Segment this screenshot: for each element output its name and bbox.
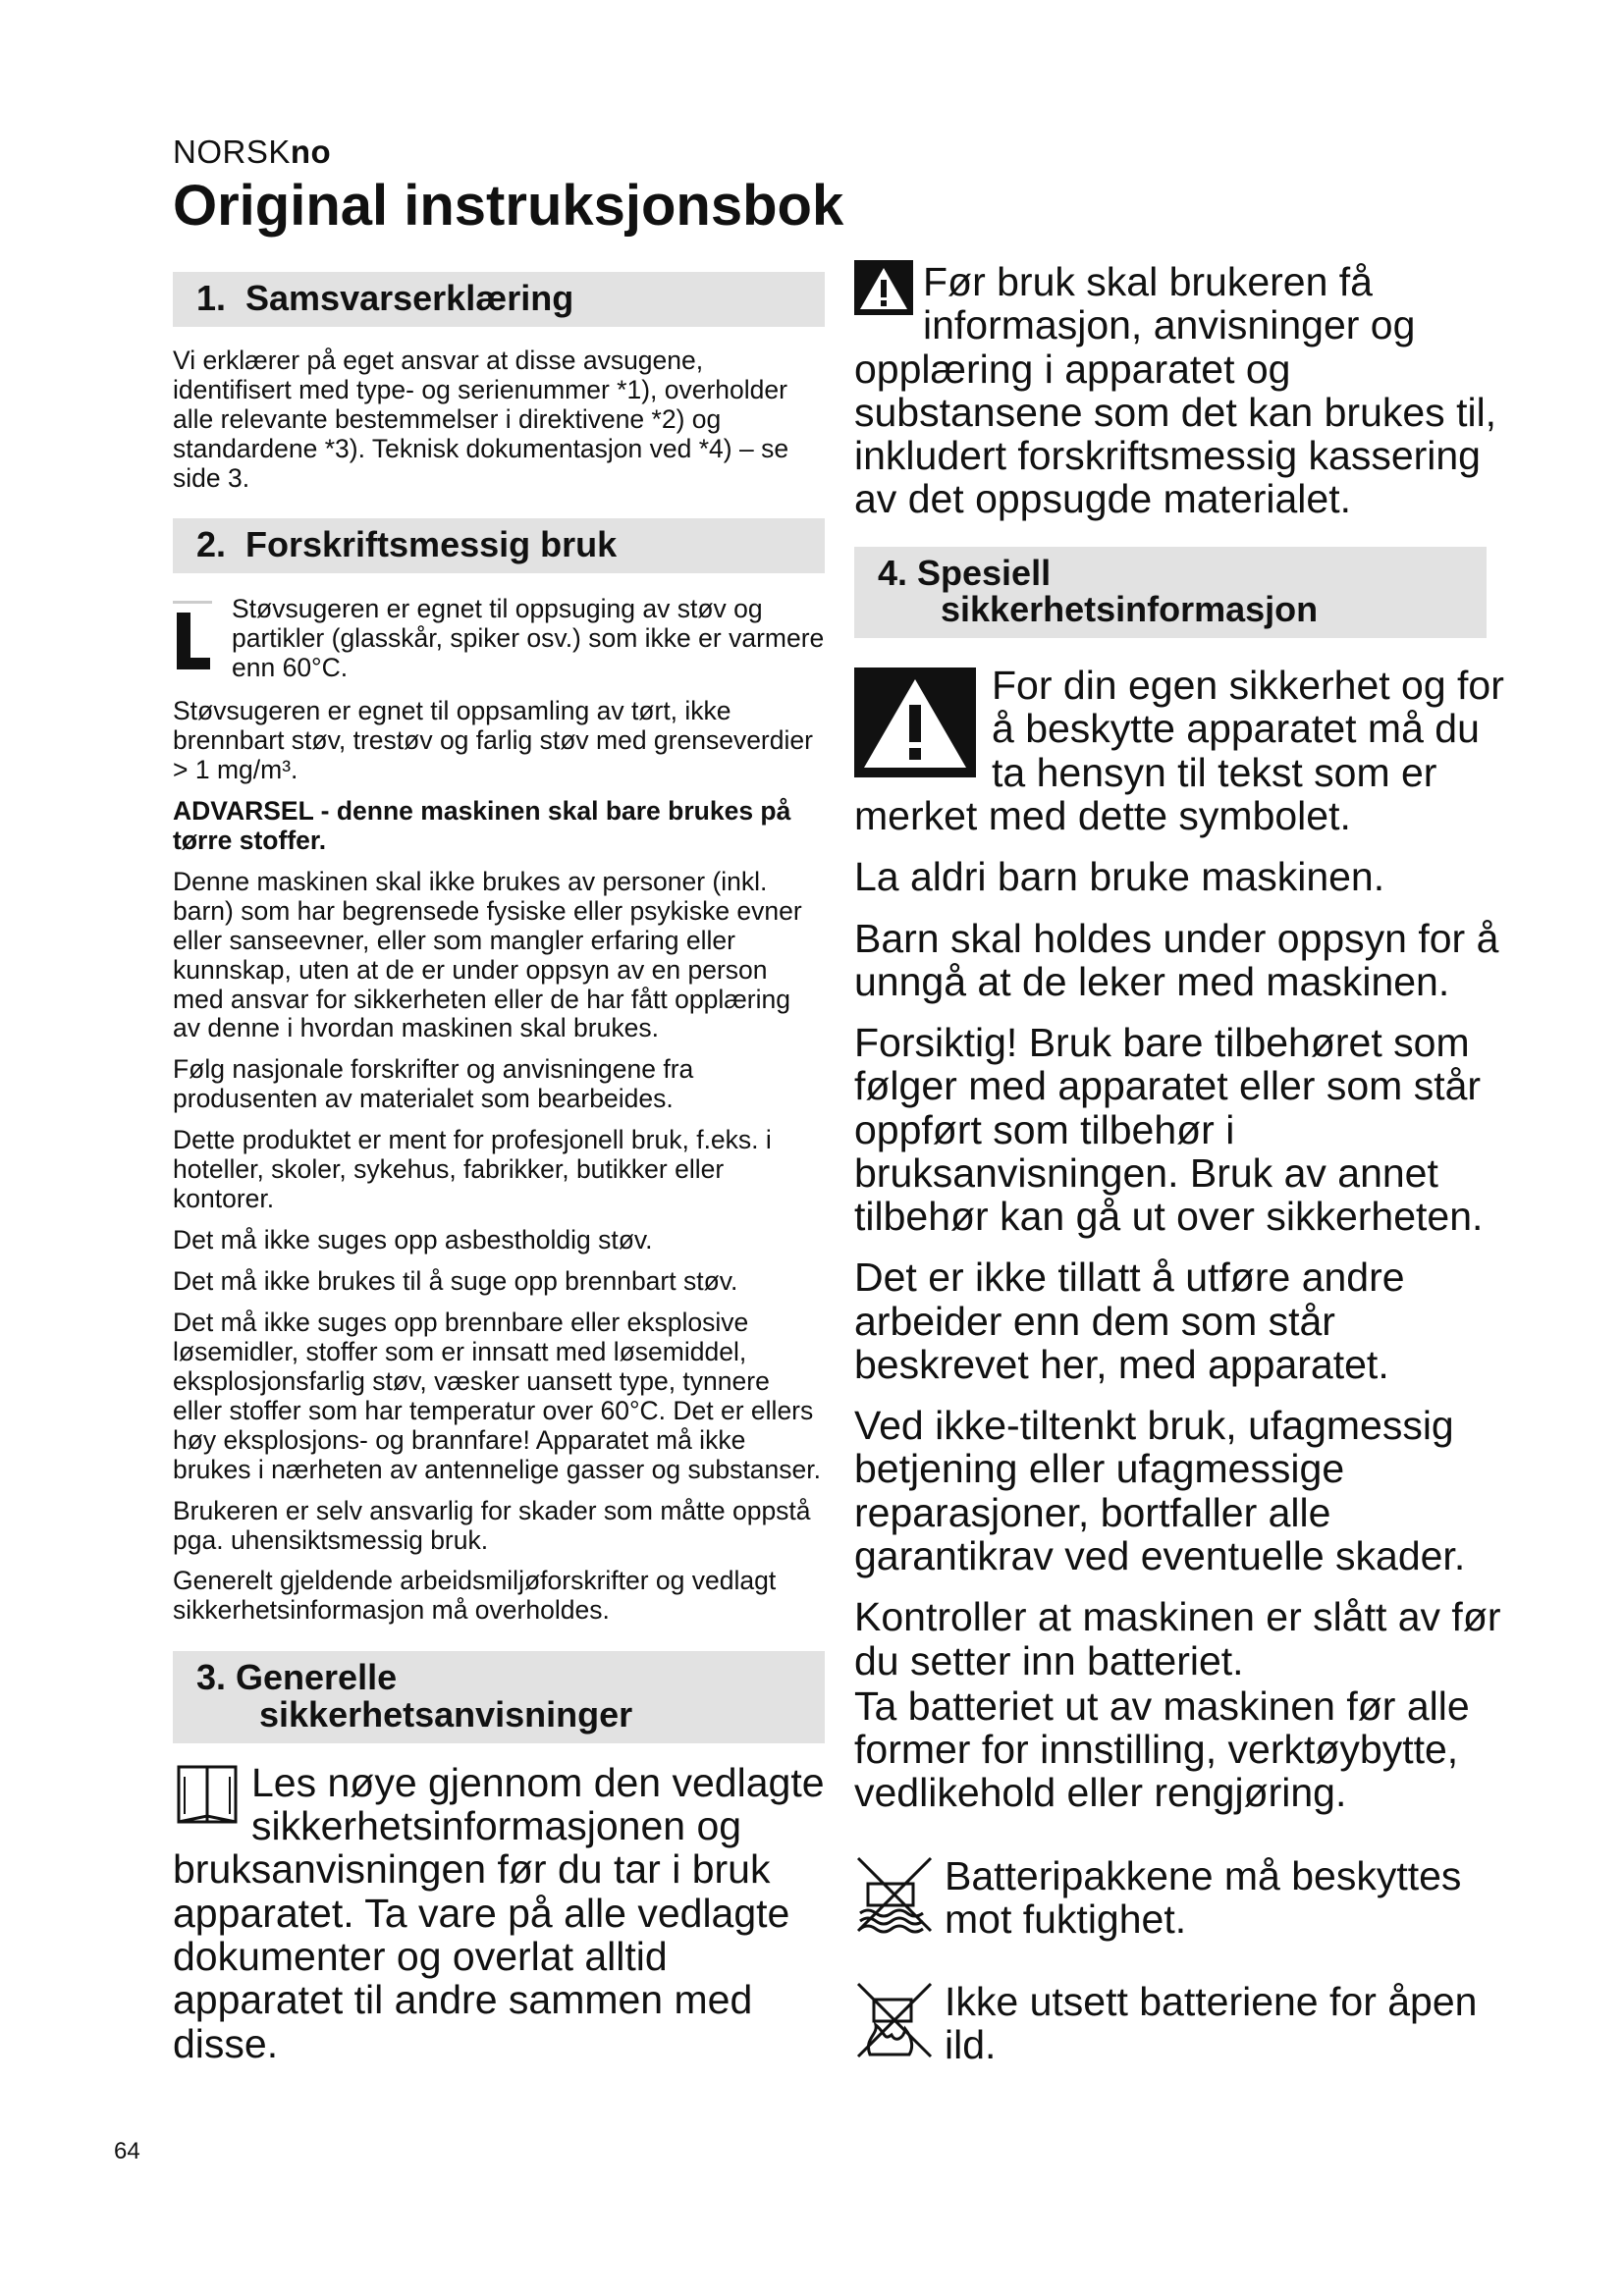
section-3-heading [173, 1651, 825, 1743]
section-4-p2: La aldri barn bruke maskinen. [854, 854, 1385, 900]
no-moisture-icon [854, 1854, 935, 1935]
left-column [173, 272, 825, 2065]
language-label [173, 133, 331, 171]
section-2-intro [173, 595, 825, 683]
section-3-body [173, 1761, 825, 2065]
section-3-text: Les nøye gjennom den vedlagte sikkerhetsinformasjonen og bruksanvisningen før du tar i bruk apparatet. Ta vare på alle vedlagte dokumenter og overlat alltid apparatet til andre sammen med disse. [173, 1759, 825, 2066]
no-fire-icon [854, 1980, 935, 2060]
section-2-number: 2. [196, 524, 227, 565]
section-3-right-text: Før bruk skal brukeren få informasjon, anvisninger og opplæring i apparatet og substansene som det kan brukes til, inkludert forskriftsmessig kassering av det oppsugde materialet. [854, 259, 1497, 522]
right-column [854, 260, 1517, 2067]
page-title: Original instruksjonsbok [173, 174, 844, 238]
section-2-p1: Støvsugeren er egnet til oppsuging av støv og partikler (glasskår, spiker osv.) som ikke er varmere enn 60°C. [232, 594, 825, 683]
section-2-p2: Støvsugeren er egnet til oppsamling av tørt, ikke brennbart støv, trestøv og farlig støv med grenseverdier > 1 mg/m³. [173, 696, 813, 784]
section-4-p6: Ved ikke-tiltenkt bruk, ufagmessig betjening eller ufagmessige reparasjoner, bortfaller alle garantikrav ved eventuelle skader. [854, 1403, 1466, 1578]
moisture-warning [854, 1854, 1517, 1942]
section-4-p1: For din egen sikkerhet og for å beskytte apparatet må du ta hensyn til tekst som er merket med dette symbolet. [854, 663, 1504, 838]
section-2-p5: Følg nasjonale forskrifter og anvisningene fra produsenten av materialet som bearbeides. [173, 1054, 694, 1114]
fire-warning [854, 1980, 1517, 2067]
manual-book-icon [173, 1761, 242, 1830]
section-4-p4: Forsiktig! Bruk bare tilbehøret som følger med apparatet eller som står oppført som tilbehør i bruksanvisningen. Bruk av annet tilbehør kan gå ut over sikkerheten. [854, 1020, 1484, 1240]
section-2-p4: Denne maskinen skal ikke brukes av personer (inkl. barn) som har begrensede fysiske eller psykiske evner eller sanseevner, eller som mangler erfaring eller kunnskap, uten at de er under oppsyn av en person med ansvar for sikkerheten eller de har fått opplæring av denne i hvordan maskinen skal brukes. [173, 866, 802, 1043]
section-4-number: 4. [878, 552, 908, 593]
section-1-number: 1. [196, 278, 227, 318]
section-4-p10: Ikke utsett batteriene for åpen ild. [945, 1979, 1478, 2068]
section-4-p9: Batteripakkene må beskyttes mot fuktighet. [945, 1852, 1462, 1942]
section-2-p7: Det må ikke suges opp asbestholdig støv. [173, 1225, 653, 1255]
section-4-warning-block [854, 664, 1517, 855]
note-l-icon [173, 601, 218, 677]
section-1-text: Vi erklærer på eget ansvar at disse avsugene, identifisert med type- og serienummer *1), overholder alle relevante bestemmelser i direktivene *2) og standardene *3). Teknisk dokumentasjon ved *4) – se side 3. [173, 345, 789, 493]
page-number: 64 [114, 2138, 140, 2164]
section-3-continued [854, 260, 1517, 547]
section-2-p9: Det må ikke suges opp brennbare eller eksplosive løsemidler, stoffer som er innsatt med løsemiddel, eksplosjonsfarlig støv, væsker uansett type, tynnere eller stoffer som har temperatur over 60°C. Det er ellers høy eksplosjons- og brannfare! Apparatet må ikke brukes i nærheten av antennelige gasser og substanser. [173, 1307, 821, 1484]
section-2-p6: Dette produktet er ment for profesjonell bruk, f.eks. i hoteller, skoler, sykehus, fabrikker, butikker eller kontorer. [173, 1125, 772, 1214]
warning-small-icon [854, 260, 913, 315]
section-4-p7: Kontroller at maskinen er slått av før du setter inn batteriet. [854, 1594, 1501, 1683]
section-4-title-line1: Spesiell [917, 552, 1052, 593]
section-3-number: 3. [196, 1657, 227, 1698]
section-2-p10: Brukeren er selv ansvarlig for skader som måtte oppstå pga. uhensiktsmessig bruk. [173, 1495, 811, 1555]
section-1-heading [173, 272, 825, 327]
section-4-p8: Ta batteriet ut av maskinen før alle former for innstilling, verktøybytte, vedlikehold eller rengjøring. [854, 1682, 1470, 1816]
section-3-title-line1: Generelle [236, 1657, 398, 1698]
section-2-p8: Det må ikke brukes til å suge opp brennbart støv. [173, 1266, 738, 1297]
section-4-p3: Barn skal holdes under oppsyn for å unngå at de leker med maskinen. [854, 915, 1499, 1004]
language-code: no [290, 133, 332, 170]
section-2-warning: ADVARSEL - denne maskinen skal bare brukes på tørre stoffer. [173, 795, 791, 855]
section-2-heading [173, 518, 825, 573]
section-2-p11: Generelt gjeldende arbeidsmiljøforskrifter og vedlagt sikkerhetsinformasjon må overholdes. [173, 1566, 777, 1626]
section-4-p5: Det er ikke tillatt å utføre andre arbeider enn dem som står beskrevet her, med apparatet. [854, 1255, 1405, 1387]
section-4-heading [854, 547, 1487, 639]
section-3-title-line2: sikkerhetsanvisninger [259, 1694, 633, 1735]
warning-large-icon [854, 667, 976, 777]
section-2-title: Forskriftsmessig bruk [245, 524, 618, 565]
section-1-title: Samsvarserklæring [245, 278, 574, 318]
section-4-title-line2: sikkerhetsinformasjon [941, 589, 1319, 630]
language-name: NORSK [173, 133, 291, 170]
